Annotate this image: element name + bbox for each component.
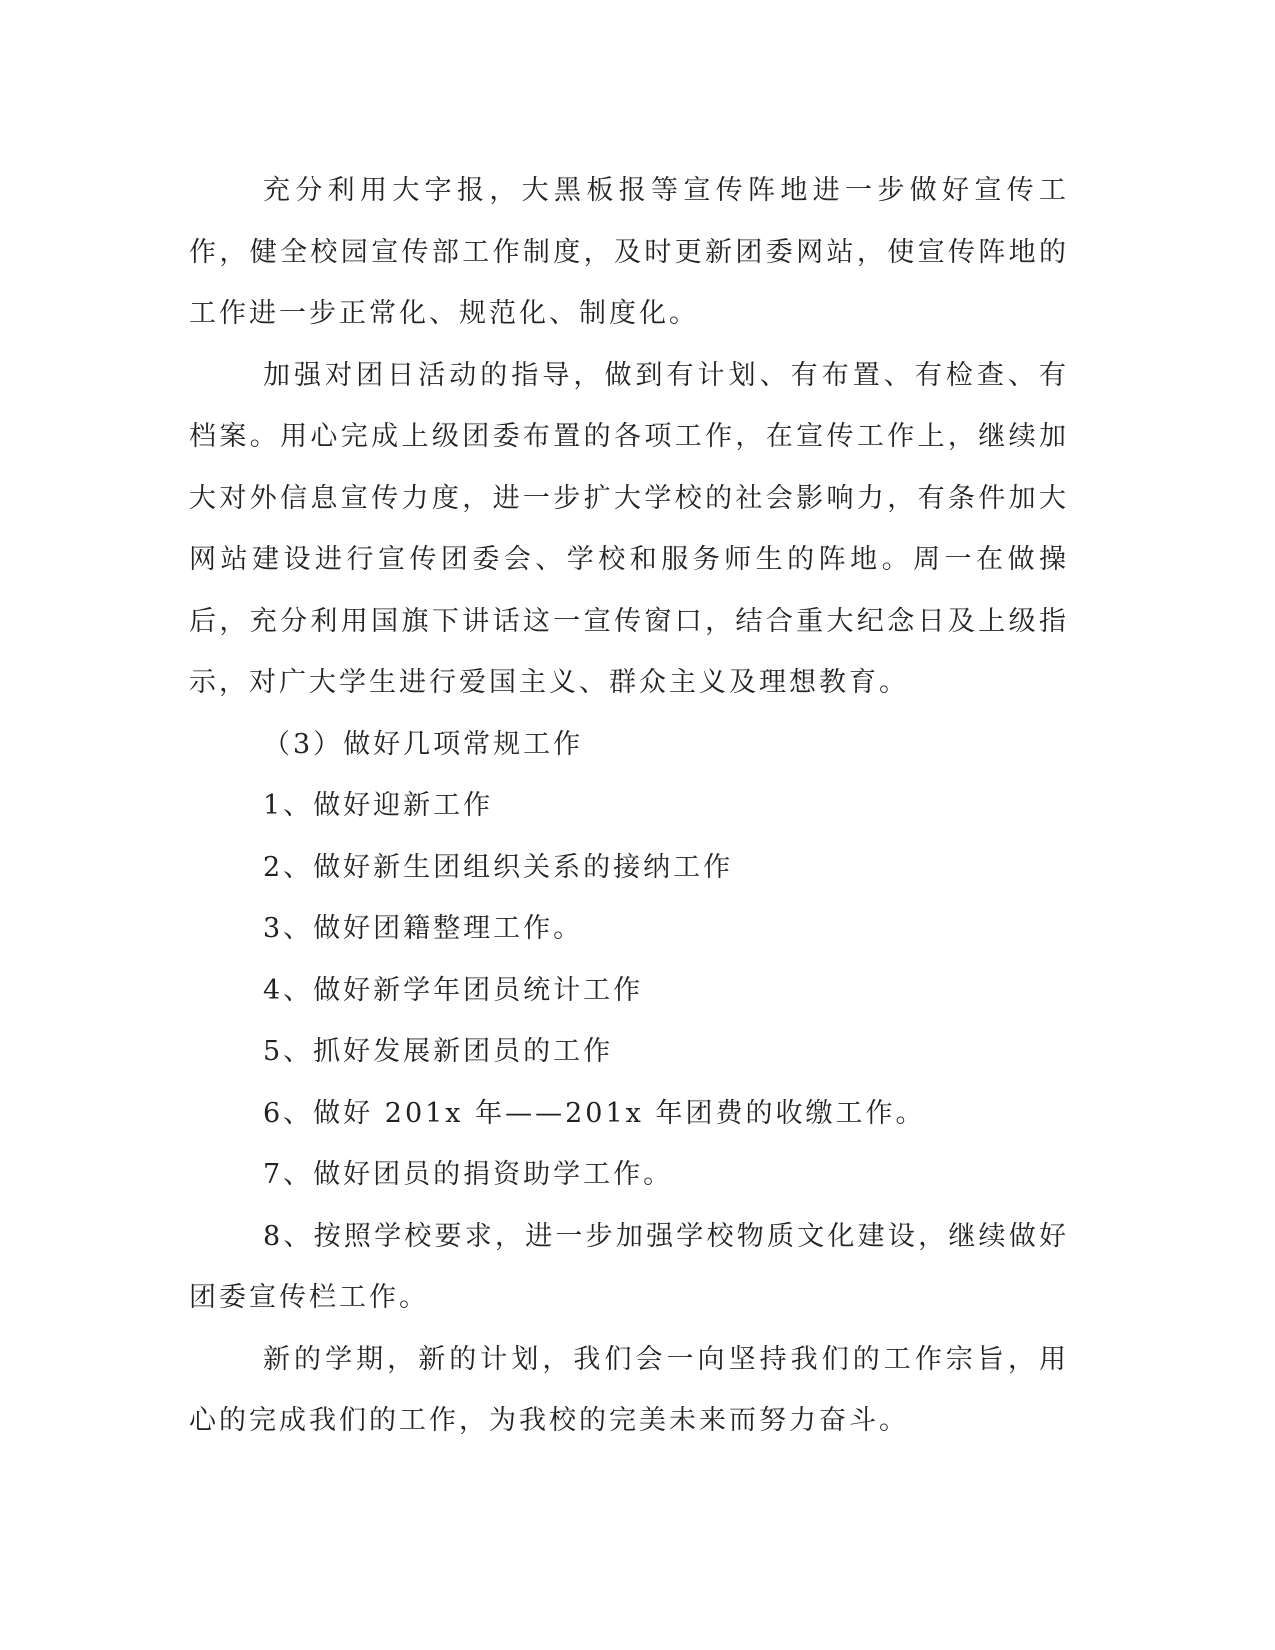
paragraph-league-day-activities: 加强对团日活动的指导，做到有计划、有布置、有检查、有档案。用心完成上级团委布置的各项工作，在宣传工作上，继续加大对外信息宣传力度，进一步扩大学校的社会影响力，有条件加大网站建设进行宣传团委会、学校和服务师生的阵地。周一在做操后，充分利用国旗下讲话这一宣传窗口，结合重大纪念日及上级指示，对广大学生进行爱国主义、群众主义及理想教育。 <box>189 359 1069 698</box>
list-item-2: 2、做好新生团组织关系的接纳工作 <box>263 851 734 883</box>
list-item-7: 7、做好团员的捐资助学工作。 <box>263 1159 674 1190</box>
section-heading-routine-work: （3）做好几项常规工作 <box>263 728 584 760</box>
list-item-8: 8、按照学校要求，进一步加强学校物质文化建设，继续做好团委宣传栏工作。 <box>189 1220 1069 1313</box>
list-item-6: 6、做好 201x 年——201x 年团费的收缴工作。 <box>263 1097 926 1129</box>
document-body <box>189 160 1069 1452</box>
list-item-4: 4、做好新学年团员统计工作 <box>263 974 644 1006</box>
paragraph-publicity-work: 充分利用大字报，大黑板报等宣传阵地进一步做好宣传工作，健全校园宣传部工作制度，及时更新团委网站，使宣传阵地的工作进一步正常化、规范化、制度化。 <box>189 175 1069 329</box>
list-item-3: 3、做好团籍整理工作。 <box>263 913 584 944</box>
list-item-1: 1、做好迎新工作 <box>263 790 494 821</box>
paragraph-conclusion: 新的学期，新的计划，我们会一向坚持我们的工作宗旨，用心的完成我们的工作，为我校的完美未来而努力奋斗。 <box>189 1343 1069 1436</box>
list-item-5: 5、抓好发展新团员的工作 <box>263 1036 614 1067</box>
